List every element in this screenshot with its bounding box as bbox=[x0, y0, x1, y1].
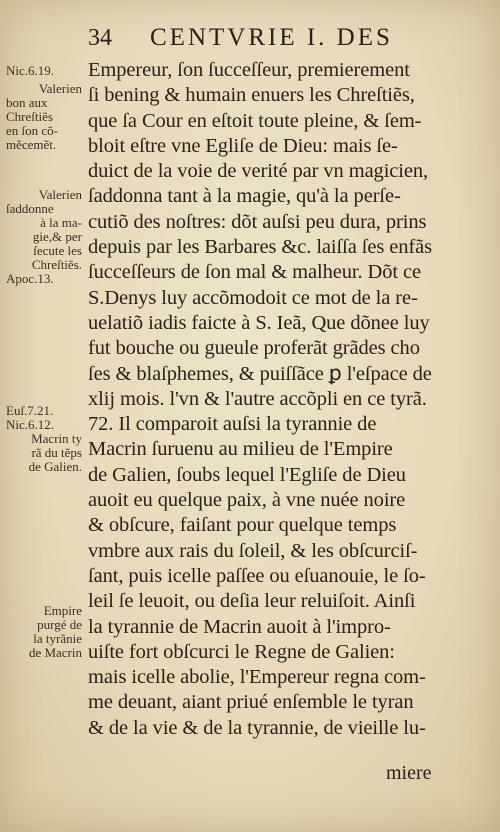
note-line: Valerien bbox=[38, 187, 82, 202]
marginal-note-nic-6-19 bbox=[6, 64, 82, 78]
text-line: xlij mois. l'vn & l'autre accõpli en ce tyrã. bbox=[88, 387, 427, 410]
text-line: ſaddonna tant à la magie, qu'à la perſe- bbox=[88, 185, 401, 208]
marginalia bbox=[6, 64, 82, 764]
text-line: Macrin ſuruenu au milieu de l'Empire bbox=[88, 438, 393, 461]
marginal-note-valerien-bon bbox=[6, 82, 82, 152]
text-line: ſucceſſeurs de ſon mal & malheur. Dõt ce bbox=[88, 261, 421, 284]
text-line: auoit eu quelque paix, à vne nuée noire bbox=[88, 489, 406, 512]
marginal-note-valerien-magie bbox=[6, 188, 82, 286]
text-line: 72. Il comparoit auſsi la tyrannie de bbox=[88, 413, 377, 436]
note-line: mẽcemẽt. bbox=[6, 137, 57, 152]
text-line: bloit eſtre vne Egliſe de Dieu: mais ſe- bbox=[88, 134, 398, 157]
marginal-note-macrin bbox=[6, 404, 82, 474]
note-line: ſecute les bbox=[33, 243, 82, 258]
text-line: de Galien, ſoubs lequel l'Egliſe de Dieu bbox=[88, 463, 406, 486]
running-head bbox=[88, 24, 448, 56]
note-line: Chreſtiẽs. bbox=[31, 257, 82, 272]
text-line: depuis par les Barbares &c. laiſſa ſes enfãs bbox=[88, 236, 432, 259]
note-line: Nic.6.19. bbox=[6, 63, 55, 78]
note-line: la tyrãnie bbox=[33, 631, 82, 646]
note-line: Euſ.7.21. bbox=[6, 403, 54, 418]
page-number: 34 bbox=[88, 25, 112, 51]
text-line: uiſte fort obſcurci le Regne de Galien: bbox=[88, 640, 395, 663]
running-title: CENTVRIE I. DES bbox=[150, 24, 393, 51]
text-line: cutiõ des noſtres: dõt auſsi peu dura, prins bbox=[88, 210, 427, 233]
text-line: que ſa Cour en eſtoit toute pleine, & ſem- bbox=[88, 109, 422, 132]
note-line: gie,& per bbox=[32, 229, 82, 244]
text-line: & obſcure, faiſant pour quelque temps bbox=[88, 514, 397, 537]
note-line: Nic.6.12. bbox=[6, 417, 55, 432]
text-line: ſes & blaſphemes, & puiſſãce ꝑ l'eſpace de bbox=[88, 362, 432, 385]
text-line: & de la vie & de la tyrannie, de vieille lu- bbox=[88, 716, 426, 739]
text-line: S.Denys luy accõmodoit ce mot de la re- bbox=[88, 286, 418, 309]
text-line: mais icelle abolie, l'Empereur regna com- bbox=[88, 666, 426, 689]
note-line: bon aux bbox=[6, 95, 48, 110]
text-line: Empereur, ſon ſucceſſeur, premierement bbox=[88, 59, 410, 81]
text-line: leil ſe leuoit, ou deſia leur reluiſoit. Ainſi bbox=[88, 590, 416, 613]
text-line: ſant, puis icelle paſſee ou eſuanouie, le ſo- bbox=[88, 564, 426, 587]
catchword: miere bbox=[386, 762, 432, 784]
note-line: de Macrin bbox=[28, 645, 82, 660]
note-line: Apoc.13. bbox=[6, 271, 54, 286]
text-line: me deuant, aiant priué enſemble le tyran bbox=[88, 691, 414, 714]
note-line: à la ma- bbox=[40, 215, 82, 230]
note-line: en ſon cõ- bbox=[6, 123, 58, 138]
marginal-note-empire-purge bbox=[6, 604, 82, 660]
text-line: ſi bening & humain enuers les Chreſtiẽs, bbox=[88, 84, 415, 107]
text-line: vmbre aux rais du ſoleil, & les obſcurciſ- bbox=[88, 539, 418, 562]
note-line: Chreſtiẽs bbox=[6, 109, 53, 124]
note-line: rã du tẽps bbox=[31, 445, 82, 460]
text-line: uelatiõ iadis faicte à S. Ieã, Que dõnee luy bbox=[88, 311, 430, 334]
text-line: la tyrannie de Macrin auoit à l'impro- bbox=[88, 615, 391, 638]
note-line: Macrin ty bbox=[31, 431, 82, 446]
note-line: Empire bbox=[43, 603, 82, 618]
text-line: fut bouche ou gueule proferãt grãdes cho bbox=[88, 337, 420, 360]
body-text bbox=[88, 58, 458, 741]
note-line: Valerien bbox=[38, 81, 82, 96]
note-line: ſaddonne bbox=[6, 201, 54, 216]
text-line: duict de la voie de verité par vn magicien, bbox=[88, 160, 429, 183]
note-line: purgé de bbox=[37, 617, 82, 632]
note-line: de Galien. bbox=[28, 459, 82, 474]
